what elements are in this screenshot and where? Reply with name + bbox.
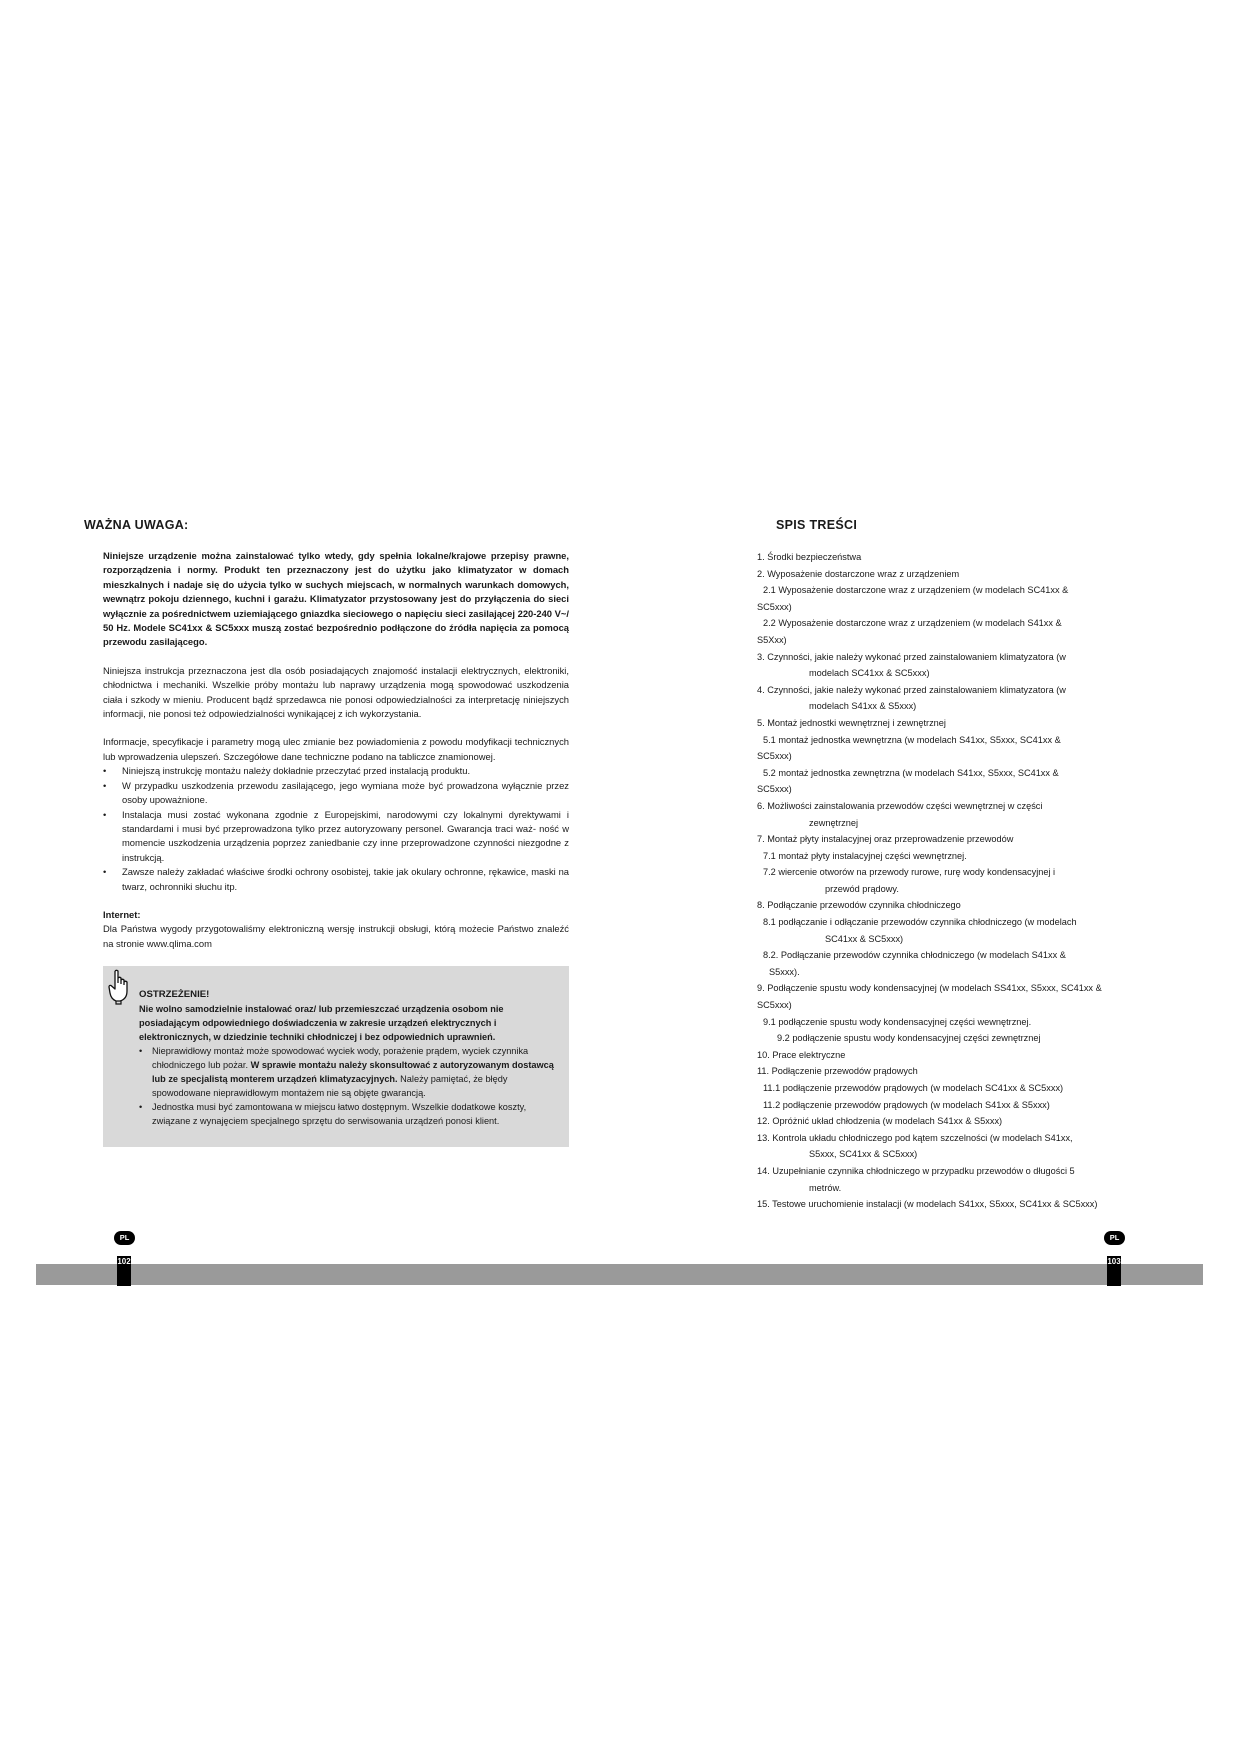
toc-line: 8. Podłączanie przewodów czynnika chłodniczego [757, 900, 961, 911]
toc-line: 5. Montaż jednostki wewnętrznej i zewnętrznej [757, 717, 946, 728]
toc-line: 2.2 Wyposażenie dostarczone wraz z urządzeniem (w modelach S41xx & [763, 618, 1062, 629]
toc-line: SC5xxx) [757, 601, 792, 612]
toc-line: 1. Środki bezpieczeństwa [757, 552, 862, 562]
toc-line: 8.1 podłączanie i odłączanie przewodów czynnika chłodniczego (w modelach [763, 917, 1077, 928]
toc-line: SC5xxx) [757, 1000, 792, 1011]
page-number-left: 102 [117, 1256, 131, 1286]
toc-line: 7.2 wiercenie otworów na przewody rurowe, rurę wody kondensacyjnej i [763, 867, 1056, 878]
warning-box [103, 966, 569, 1147]
footer-bar [36, 1264, 1203, 1285]
toc-line: SC5xxx) [757, 751, 792, 762]
internet-title: Internet: [103, 908, 141, 920]
toc-line: przewód prądowy. [825, 883, 899, 894]
toc-line: S5xxx). [769, 966, 800, 977]
toc-line: SC41xx & SC5xxx) [825, 933, 904, 944]
left-page-heading: WAŻNA UWAGA: [84, 518, 189, 532]
warning-intro: Nie wolno samodzielnie instalować oraz/ lub przemieszczać urządzenia osobom nie posiadającym odpowiedniego doświadczenia w zakresie urządzeń elektrycznych i elektronicznych, w dziedzinie techniki chłodniczej i bez odpowiednich uprawnień. [139, 1004, 504, 1042]
warning-text: Należy pamiętać, że błędy spowodowane nieprawidłowym montażem nie są objęte gwarancją. [152, 1074, 508, 1098]
list-item: • Instalacja musi zostać wykonana zgodnie z Europejskimi, narodowymi czy lokalnymi dyrektywami i standardami i musi być przeprowadzona tylko przez autoryzowany personel. Gwarancja traci waż- ność w momencie uszkodzenia urządzenia poprzez zaniedbanie czy inne przeprowadzone czynności niezgodne z instrukcją. [103, 808, 569, 866]
toc-line: 14. Uzupełnianie czynnika chłodniczego w przypadku przewodów o długości 5 [757, 1165, 1075, 1176]
warning-title: OSTRZEŻENIE! [139, 989, 210, 1000]
list-item: • Niniejszą instrukcję montażu należy dokładnie przeczytać przed instalacją produktu. [103, 764, 569, 778]
table-of-contents [757, 549, 1127, 1213]
pointing-hand-icon [107, 969, 129, 1005]
toc-line: 9.1 podłączenie spustu wody kondensacyjnej części wewnętrznej. [763, 1016, 1032, 1027]
toc-line: 5.2 montaż jednostka zewnętrzna (w modelach S41xx, S5xxx, SC41xx & [763, 767, 1059, 778]
list-item: • W przypadku uszkodzenia przewodu zasilającego, jego wymiana może być prowadzona wyłącznie przez osoby upoważnione. [103, 779, 569, 808]
toc-line: 7.1 montaż płyty instalacyjnej części wewnętrznej. [763, 850, 967, 861]
toc-line: metrów. [809, 1182, 842, 1193]
warning-text: Nieprawidłowy montaż może spowodować wyciek wody, porażenie prądem, wyciek czynnika chłodniczego lub pożar. [152, 1046, 529, 1070]
toc-line: 6. Możliwości zainstalowania przewodów części wewnętrznej w części [757, 800, 1043, 811]
toc-line: SC5xxx) [757, 784, 792, 795]
toc-line: modelach S41xx & S5xxx) [809, 701, 917, 712]
language-badge-left: PL [114, 1231, 135, 1245]
page-number-right: 103 [1107, 1256, 1121, 1286]
internet-paragraph: Dla Państwa wygody przygotowaliśmy elektroniczną wersję instrukcji obsługi, którą możecie Państwo znaleźć na stronie www.qlima.com [103, 923, 569, 949]
toc-line: 4. Czynności, jakie należy wykonać przed zainstalowaniem klimatyzatora (w [757, 684, 1066, 695]
toc-line: 13. Kontrola układu chłodniczego pod kątem szczelności (w modelach S41xx, [757, 1132, 1073, 1143]
toc-line: 2.1 Wyposażenie dostarczone wraz z urządzeniem (w modelach SC41xx & [763, 585, 1069, 596]
list-item: • Zawsze należy zakładać właściwe środki ochrony osobistej, takie jak okulary ochronne, rękawice, maski na twarz, ochronniki słuchu itp. [103, 865, 569, 894]
toc-line: 2. Wyposażenie dostarczone wraz z urządzeniem [757, 568, 960, 579]
toc-line: 7. Montaż płyty instalacyjnej oraz przeprowadzenie przewodów [757, 834, 1014, 845]
toc-line: 12. Opróżnić układ chłodzenia (w modelach S41xx & S5xxx) [757, 1116, 1003, 1127]
specification-change-paragraph: Informacje, specyfikacje i parametry mogą ulec zmianie bez powiadomienia z powodu modyfikacji technicznych lub wprowadzenia ulepszeń. Szczegółowe dane techniczne podano na tabliczce znamionowej. [103, 736, 569, 762]
toc-line: 11.1 podłączenie przewodów prądowych (w modelach SC41xx & SC5xxx) [763, 1083, 1064, 1093]
warning-text-bold: W sprawie montażu należy skonsultować z autoryzowanym dostawcą lub ze specjalistą monterem urządzeń klimatyzacyjnych. [152, 1060, 554, 1084]
list-item [139, 1044, 559, 1100]
warning-content [139, 988, 559, 1128]
toc-line: 11. Podłączenie przewodów prądowych [757, 1066, 918, 1077]
toc-line: 10. Prace elektryczne [757, 1049, 846, 1060]
toc-line: 11.2 podłączenie przewodów prądowych (w modelach S41xx & S5xxx) [763, 1099, 1050, 1110]
warning-bullet-list [139, 1044, 559, 1128]
toc-line: 9. Podłączenie spustu wody kondensacyjnej (w modelach SS41xx, S5xxx, SC41xx & [757, 983, 1102, 994]
language-badge-right: PL [1104, 1231, 1125, 1245]
toc-line: 5.1 montaż jednostka wewnętrzna (w modelach S41xx, S5xxx, SC41xx & [763, 734, 1061, 745]
list-item: • Jednostka musi być zamontowana w miejscu łatwo dostępnym. Wszelkie dodatkowe koszty, związane z wynajęciem specjalnego sprzętu do serwisowania urządzeń ponosi klient. [139, 1100, 559, 1128]
toc-line: 15. Testowe uruchomienie instalacji (w modelach S41xx, S5xxx, SC41xx & SC5xxx) [757, 1199, 1098, 1210]
right-page-heading: SPIS TREŚCI [776, 518, 858, 532]
left-page-body [103, 549, 569, 965]
toc-line: zewnętrznej [809, 817, 859, 828]
safety-bullet-list [103, 764, 569, 894]
toc-line: 3. Czynności, jakie należy wykonać przed zainstalowaniem klimatyzatora (w [757, 651, 1066, 662]
toc-line: 9.2 podłączenie spustu wody kondensacyjnej części zewnętrznej [777, 1033, 1041, 1044]
toc-line: 8.2. Podłączanie przewodów czynnika chłodniczego (w modelach S41xx & [763, 950, 1066, 961]
toc-line: S5xxx, SC41xx & SC5xxx) [809, 1149, 918, 1160]
toc-line: modelach SC41xx & SC5xxx) [809, 668, 930, 679]
instruction-audience-paragraph: Niniejsza instrukcja przeznaczona jest dla osób posiadających znajomość instalacji elektrycznych, elektroniki, chłodnictwa i mechaniki. Wszelkie próby montażu lub naprawy urządzenia mogą spowodować uszkodzenia ciała i szkody w mieniu. Producent bądź sprzedawca nie ponosi odpowiedzialności za interpretację niniejszych informacji, nie ponosi też odpowiedzialności wynikającej z ich wykorzystania. [103, 664, 569, 720]
toc-line: S5Xxx) [757, 634, 787, 645]
important-notice-paragraph: Niniejsze urządzenie można zainstalować tylko wtedy, gdy spełnia lokalne/krajowe przepisy prawne, rozporządzenia i normy. Produkt ten przeznaczony jest do użytku jako klimatyzator w domach mieszkalnych i nadaje się do użycia tylko w suchych miejscach, w normalnych warunkach domowych, wewnątrz pokoju dziennego, kuchni i garażu. Klimatyzator przystosowany jest do przyłączenia do sieci wyłącznie za pośrednictwem uziemiającego gniazdka sieciowego o napięciu sieci zasilającej 220-240 V~/ 50 Hz. Modele SC41xx & SC5xxx muszą zostać bezpośrednio podłączone do źródła napięcia za pomocą przewodu zasilającego. [103, 550, 569, 648]
